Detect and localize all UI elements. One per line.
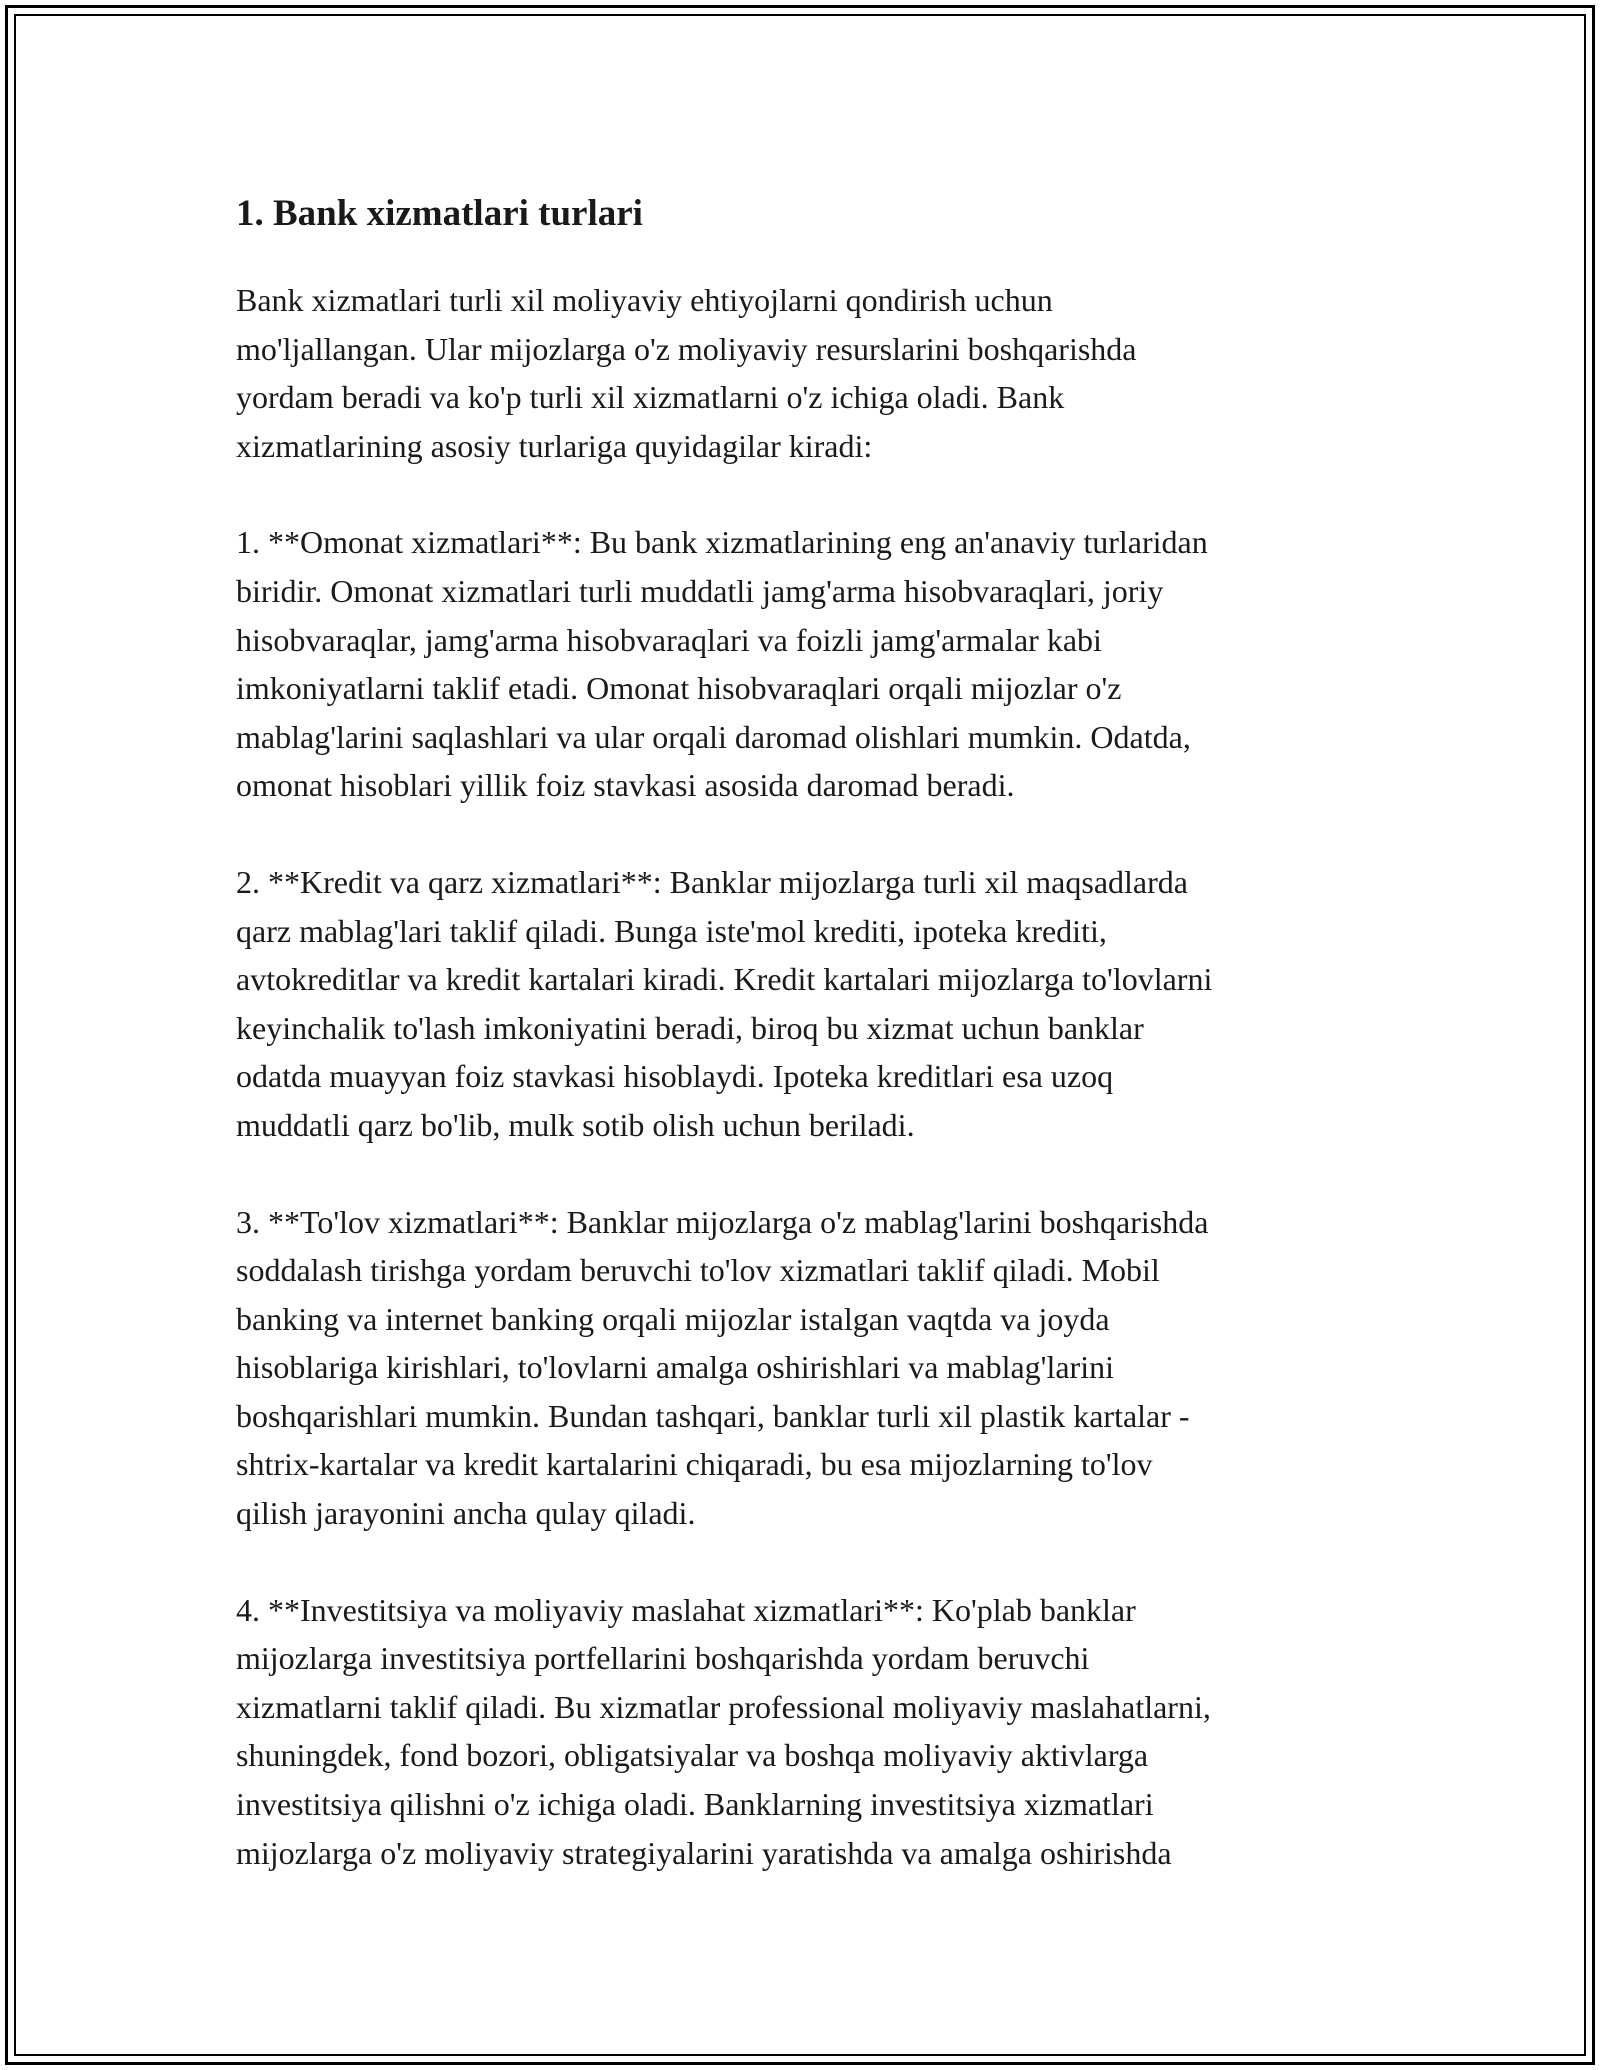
paragraph-intro: Bank xizmatlari turli xil moliyaviy ehtiyojlarni qondirish uchun mo'ljallangan. Ular mijozlarga o'z moliyaviy resurslarini boshqarishda yordam beradi va ko'p turli xil xizmatlarni o'z ichiga oladi. Bank xizmatlarining asosiy turlariga quyidagilar kiradi: bbox=[236, 282, 1137, 464]
paragraph-payment-services: 3. **To'lov xizmatlari**: Banklar mijozlarga o'z mablag'larini boshqarishda soddalash tirishga yordam beruvchi to'lov xizmatlari taklif qiladi. Mobil banking va internet banking orqali mijozlar istalgan vaqtda va joyda hisoblariga kirishlari, to'lovlarni amalga oshirishlari va mablag'larini boshqarishlari mumkin. Bundan tashqari, banklar turli xil plastik kartalar - shtrix-kartalar va kredit kartalarini chiqaradi, bu esa mijozlarning to'lov qilish jarayonini ancha qulay qiladi. bbox=[236, 1203, 1209, 1532]
document-body bbox=[236, 186, 1366, 1925]
paragraph-investment-services: 4. **Investitsiya va moliyaviy maslahat xizmatlari**: Ko'plab banklar mijozlarga investitsiya portfellarini boshqarishda yordam beruvchi xizmatlarni taklif qiladi. Bu xizmatlar professional moliyaviy maslahatlarni, shuningdek, fond bozori, obligatsiyalar va boshqa moliyaviy aktivlarga investitsiya qilishni o'z ichiga oladi. Banklarning investitsiya xizmatlari mijozlarga o'z moliyaviy strategiyalarini yaratishda va amalga oshirishda bbox=[236, 1591, 1211, 1871]
paragraph-deposit-services: 1. **Omonat xizmatlari**: Bu bank xizmatlarining eng an'anaviy turlaridan biridir. Omonat xizmatlari turli muddatli jamg'arma hisobvaraqlari, joriy hisobvaraqlar, jamg'arma hisobvaraqlari va foizli jamg'armalar kabi imkoniyatlarni taklif etadi. Omonat hisobvaraqlari orqali mijozlar o'z mablag'larini saqlashlari va ular orqali daromad olishlari mumkin. Odatda, omonat hisoblari yillik foiz stavkasi asosida daromad beradi. bbox=[236, 524, 1208, 804]
paragraph-credit-services: 2. **Kredit va qarz xizmatlari**: Banklar mijozlarga turli xil maqsadlarda qarz mablag'lari taklif qiladi. Bunga iste'mol krediti, ipoteka krediti, avtokreditlar va kredit kartalari kiradi. Kredit kartalari mijozlarga to'lovlarni keyinchalik to'lash imkoniyatini beradi, biroq bu xizmat uchun banklar odatda muayyan foiz stavkasi hisoblaydi. Ipoteka kreditlari esa uzoq muddatli qarz bo'lib, mulk sotib olish uchun beriladi. bbox=[236, 863, 1213, 1143]
document-title: 1. Bank xizmatlari turlari bbox=[236, 193, 643, 234]
